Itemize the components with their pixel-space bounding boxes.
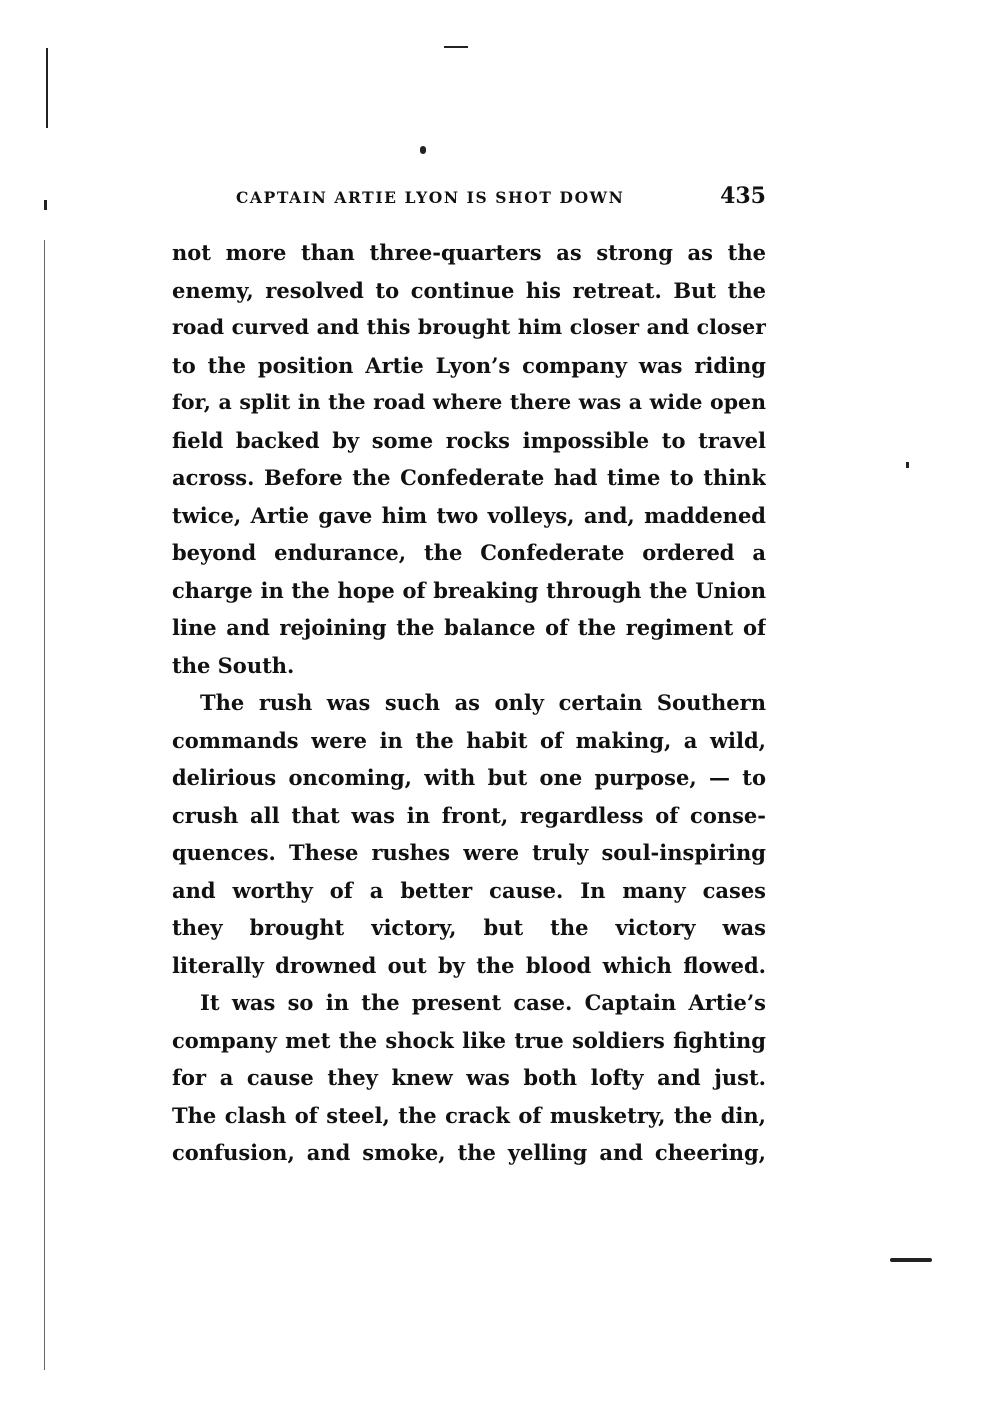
text-line: beyond endurance, the Confederate ordered a [172,540,766,565]
text-line: charge in the hope of breaking through the Union [172,577,766,603]
scan-mark-right-speck [906,462,909,468]
text-line: twice, Artie gave him two volleys, and, maddened [172,502,766,528]
scan-mark-top-rule [444,46,468,48]
text-line: for, a split in the road where there was a wide open [172,390,766,414]
text-line: company met the shock like true soldiers fighting [172,1027,766,1053]
text-line: literally drowned out by the blood which flowed. [172,952,766,978]
text-line: The rush was such as only certain Southern [200,690,766,715]
text-line: and worthy of a better cause. In many cases [172,877,766,903]
scan-mark-left-bar [46,48,48,128]
text-line: road curved and this brought him closer and closer [172,315,766,339]
text-line: the South. [172,652,295,678]
text-line: they brought victory, but the victory was [172,915,766,940]
text-line: quences. These rushes were truly soul-inspiring [172,840,766,865]
text-line: delirious oncoming, with but one purpose, — to [172,765,766,790]
text-line: commands were in the habit of making, a wild, [172,727,766,753]
text-line: confusion, and smoke, the yelling and cheering, [172,1140,766,1165]
text-line: The clash of steel, the crack of musketry, the din, [172,1102,766,1128]
scan-mark-left-edge [44,240,45,1370]
running-header [236,183,766,211]
body-text [172,234,766,1172]
scan-mark-dot [420,146,426,154]
text-line: across. Before the Confederate had time to think [172,465,766,490]
scan-mark-right-dash [890,1258,932,1262]
scan-mark-left-tick [44,200,47,210]
text-line: It was so in the present case. Captain Artie’s [200,990,766,1015]
text-line: enemy, resolved to continue his retreat. But the [172,277,766,303]
page-number: 435 [720,183,766,209]
text-line: not more than three-quarters as strong as the [172,240,766,265]
text-line: field backed by some rocks impossible to travel [172,427,766,453]
text-line: crush all that was in front, regardless of conse- [172,802,766,828]
text-line: to the position Artie Lyon’s company was riding [172,352,766,378]
text-line: line and rejoining the balance of the regiment of [172,615,766,640]
header-title: CAPTAIN ARTIE LYON IS SHOT DOWN [236,188,625,207]
text-line: for a cause they knew was both lofty and just. [172,1065,766,1090]
